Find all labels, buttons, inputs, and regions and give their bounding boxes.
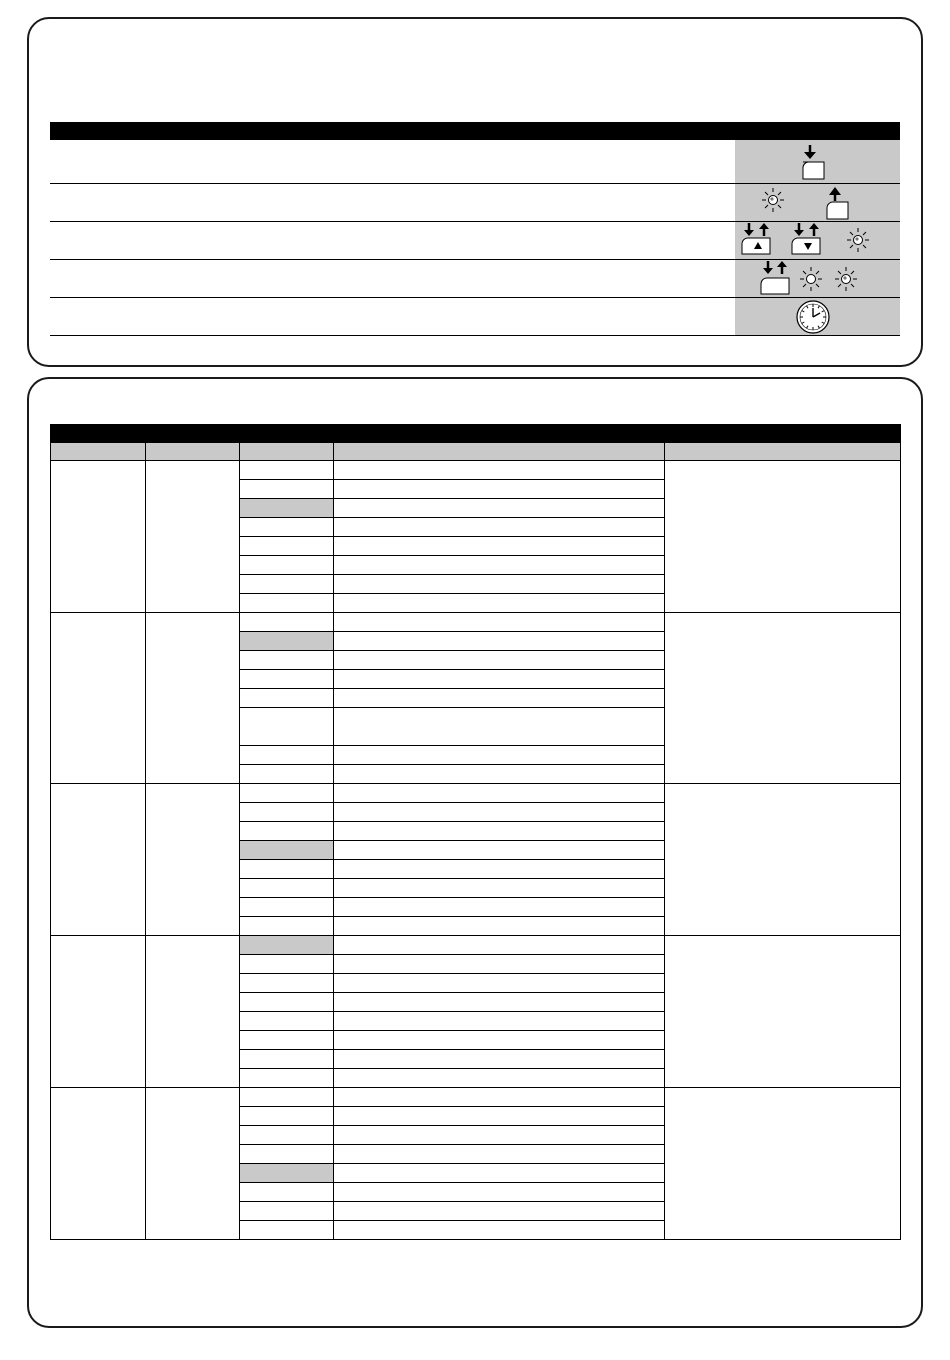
value-cell [334, 955, 665, 974]
value-cell [334, 803, 665, 822]
level-cell [240, 1202, 334, 1221]
level-cell [240, 689, 334, 708]
value-cell [334, 1031, 665, 1050]
value-cell [334, 613, 665, 632]
level-cell [240, 537, 334, 556]
value-cell [334, 974, 665, 993]
led-cell [51, 784, 146, 936]
procedure-table [50, 122, 900, 336]
function-cell [146, 461, 240, 613]
value-cell [334, 1012, 665, 1031]
level-cell [240, 974, 334, 993]
procedure-step-symbol [735, 140, 900, 183]
level-cell [240, 613, 334, 632]
value-cell [334, 1126, 665, 1145]
led-blink-icon [835, 267, 857, 291]
led-blink-icon [762, 188, 784, 212]
table-row [51, 1088, 901, 1107]
level-cell [240, 708, 334, 746]
level-cell [240, 917, 334, 936]
led-cell [51, 1088, 146, 1240]
table-row [51, 784, 901, 803]
procedure-step-4 [50, 260, 900, 298]
level-cell [240, 955, 334, 974]
value-cell [334, 1088, 665, 1107]
description-cell [665, 1088, 901, 1240]
value-cell [334, 1069, 665, 1088]
value-cell [334, 632, 665, 651]
column-header [51, 443, 146, 461]
value-cell [334, 860, 665, 879]
column-header [334, 443, 665, 461]
table-row [51, 461, 901, 480]
procedure-step-text [50, 260, 735, 297]
procedure-step-text [50, 222, 735, 259]
press-release-up-button-icon [742, 223, 770, 254]
procedure-step-symbol [735, 222, 900, 259]
value-cell [334, 1164, 665, 1183]
press-release-button-icon [761, 261, 789, 294]
procedure-step-text [50, 298, 735, 335]
value-cell [334, 1107, 665, 1126]
level-cell [240, 575, 334, 594]
functions-table-column-headers [51, 443, 901, 461]
level-cell-selected [240, 936, 334, 955]
procedure-step-3 [50, 222, 900, 260]
led-off-icon [800, 267, 822, 291]
level-cell [240, 1107, 334, 1126]
level-cell [240, 1183, 334, 1202]
function-cell [146, 936, 240, 1088]
level-cell [240, 1069, 334, 1088]
function-cell [146, 784, 240, 936]
value-cell [334, 936, 665, 955]
table-row [51, 613, 901, 632]
led-blink-icon [847, 228, 869, 252]
value-cell [334, 822, 665, 841]
level-cell [240, 879, 334, 898]
value-cell [334, 537, 665, 556]
value-cell [334, 765, 665, 784]
clock-icon [735, 298, 900, 336]
led-cell [51, 613, 146, 784]
column-header [240, 443, 334, 461]
level-cell [240, 1050, 334, 1069]
level-cell [240, 1088, 334, 1107]
value-cell [334, 879, 665, 898]
level-cell [240, 765, 334, 784]
value-cell [334, 1145, 665, 1164]
functions-table [50, 424, 901, 1240]
table-row [51, 936, 901, 955]
level-cell [240, 993, 334, 1012]
level-cell [240, 556, 334, 575]
level-cell [240, 1145, 334, 1164]
procedure-table-header [50, 122, 900, 140]
value-cell [334, 594, 665, 613]
column-header [146, 443, 240, 461]
value-cell [334, 575, 665, 594]
value-cell [334, 746, 665, 765]
level-cell [240, 1126, 334, 1145]
value-cell [334, 917, 665, 936]
procedure-step-symbol [735, 298, 900, 335]
value-cell [334, 898, 665, 917]
value-cell [334, 480, 665, 499]
level-cell-selected [240, 499, 334, 518]
description-cell [665, 613, 901, 784]
level-cell [240, 461, 334, 480]
procedure-step-2 [50, 184, 900, 222]
value-cell [334, 784, 665, 803]
value-cell [334, 689, 665, 708]
value-cell [334, 651, 665, 670]
description-cell [665, 936, 901, 1088]
level-cell [240, 784, 334, 803]
level-cell-selected [240, 1164, 334, 1183]
value-cell [334, 993, 665, 1012]
value-cell [334, 461, 665, 480]
value-cell [334, 518, 665, 537]
press-release-down-button-icon [792, 223, 820, 254]
level-cell [240, 1221, 334, 1240]
value-cell [334, 1050, 665, 1069]
column-header [665, 443, 901, 461]
procedure-step-symbol [735, 260, 900, 297]
function-cell [146, 613, 240, 784]
level-cell [240, 860, 334, 879]
press-button-icon [735, 140, 900, 184]
value-cell [334, 1221, 665, 1240]
level-cell [240, 480, 334, 499]
procedure-step-symbol [735, 184, 900, 221]
description-cell [665, 461, 901, 613]
value-cell [334, 1183, 665, 1202]
description-cell [665, 784, 901, 936]
led-cell [51, 936, 146, 1088]
value-cell [334, 1202, 665, 1221]
level-cell [240, 670, 334, 689]
value-cell [334, 499, 665, 518]
value-cell [334, 670, 665, 689]
value-cell [334, 708, 665, 746]
led-cell [51, 461, 146, 613]
level-cell [240, 1012, 334, 1031]
level-cell [240, 898, 334, 917]
level-cell-selected [240, 632, 334, 651]
procedure-step-text [50, 184, 735, 221]
procedure-step-text [50, 140, 735, 183]
level-cell [240, 651, 334, 670]
functions-table-title [51, 425, 901, 443]
level-cell [240, 518, 334, 537]
release-button-icon [827, 187, 848, 219]
level-cell-selected [240, 841, 334, 860]
function-cell [146, 1088, 240, 1240]
level-cell [240, 746, 334, 765]
level-cell [240, 803, 334, 822]
procedure-step-1 [50, 140, 900, 184]
level-cell [240, 1031, 334, 1050]
procedure-step-5 [50, 298, 900, 336]
level-cell [240, 822, 334, 841]
level-cell [240, 594, 334, 613]
functions-table-title-row [51, 425, 901, 443]
value-cell [334, 841, 665, 860]
value-cell [334, 556, 665, 575]
